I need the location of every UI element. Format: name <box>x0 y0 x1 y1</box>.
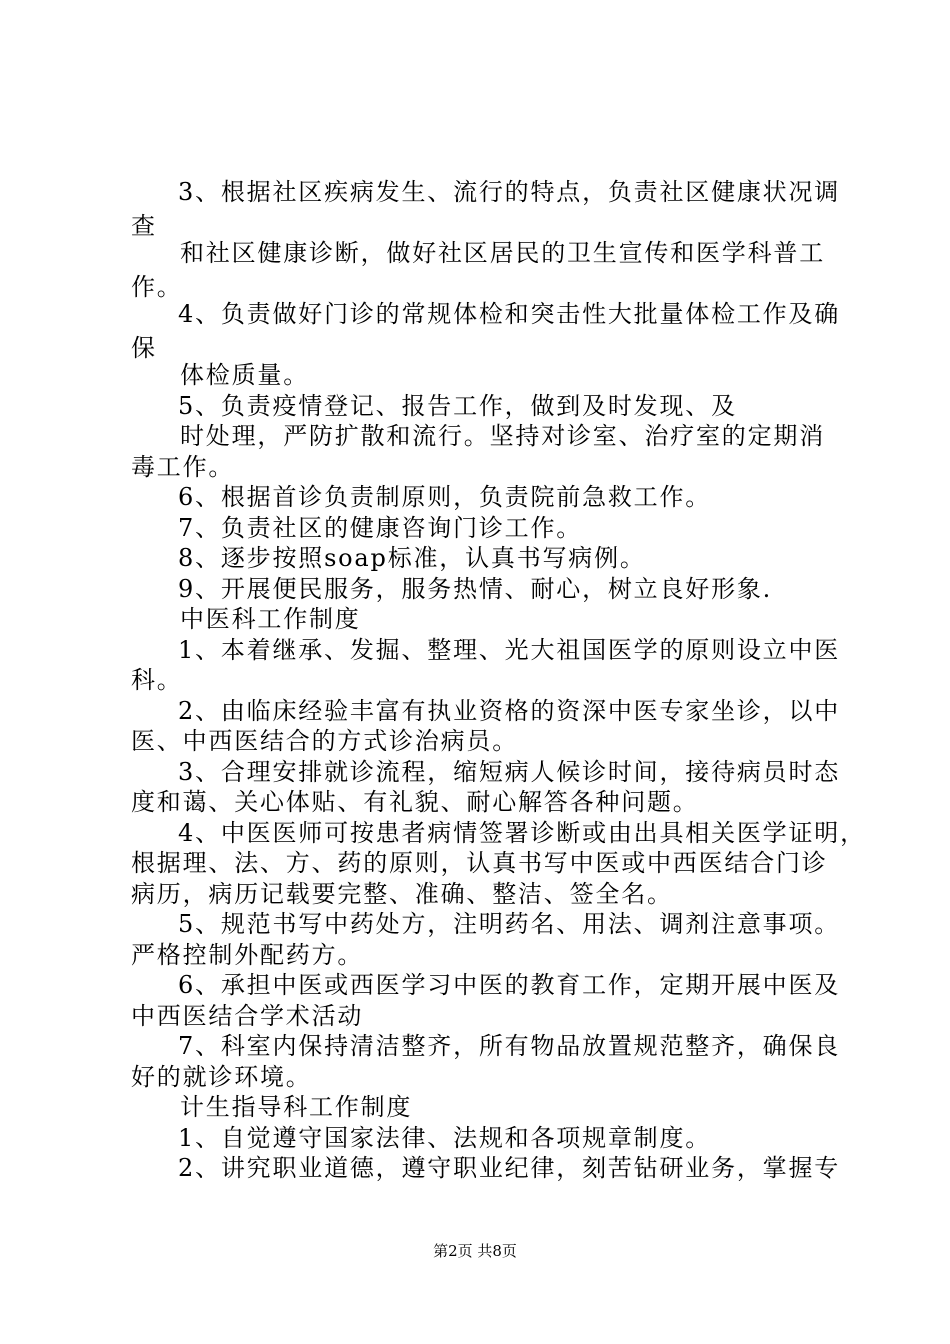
text-line: 4、中医医师可按患者病情签署诊断或由出具相关医学证明， <box>178 819 866 847</box>
text-line: 时处理，严防扩散和流行。坚持对诊室、治疗室的定期消 <box>180 422 825 450</box>
text-line: 3、根据社区疾病发生、流行的特点，负责社区健康状况调 <box>178 178 841 206</box>
text-line: 保 <box>131 334 157 362</box>
text-line: 7、负责社区的健康咨询门诊工作。 <box>178 514 583 542</box>
text-line: 5、规范书写中药处方，注明药名、用法、调剂注意事项。 <box>178 910 841 938</box>
text-line: 5、负责疫情登记、报告工作，做到及时发现、及 <box>178 392 737 420</box>
text-line: 1、自觉遵守国家法律、法规和各项规章制度。 <box>178 1124 712 1152</box>
text-line: 3、合理安排就诊流程，缩短病人候诊时间，接待病员时态 <box>178 758 841 786</box>
page-number: 第2页 共8页 <box>433 1242 517 1260</box>
text-line: 作。 <box>131 273 183 301</box>
text-line: 医、中西医结合的方式诊治病员。 <box>131 727 518 755</box>
text-line: 根据理、法、方、药的原则，认真书写中医或中西医结合门诊 <box>131 849 828 877</box>
text-line: 8、逐步按照soap标准，认真书写病例。 <box>178 544 646 572</box>
text-line: 查 <box>131 212 157 240</box>
text-line: 科。 <box>131 666 183 694</box>
text-line: 9、开展便民服务，服务热情、耐心，树立良好形象. <box>178 575 773 603</box>
text-line: 毒工作。 <box>131 453 235 481</box>
text-line: 病历，病历记载要完整、准确、整洁、签全名。 <box>131 880 673 908</box>
text-line: 1、本着继承、发掘、整理、光大祖国医学的原则设立中医 <box>178 636 841 664</box>
text-line: 度和蔼、关心体贴、有礼貌、耐心解答各种问题。 <box>131 788 699 816</box>
text-line: 和社区健康诊断，做好社区居民的卫生宣传和医学科普工 <box>180 239 825 267</box>
text-line: 2、由临床经验丰富有执业资格的资深中医专家坐诊，以中 <box>178 697 841 725</box>
section-heading: 计生指导科工作制度 <box>180 1093 413 1121</box>
text-line: 严格控制外配药方。 <box>131 941 364 969</box>
text-line: 体检质量。 <box>180 361 309 389</box>
text-line: 7、科室内保持清洁整齐，所有物品放置规范整齐，确保良 <box>178 1032 841 1060</box>
text-line: 4、负责做好门诊的常规体检和突击性大批量体检工作及确 <box>178 300 841 328</box>
section-heading: 中医科工作制度 <box>180 605 361 633</box>
text-line: 6、根据首诊负责制原则，负责院前急救工作。 <box>178 483 712 511</box>
text-line: 2、讲究职业道德，遵守职业纪律，刻苦钻研业务，掌握专 <box>178 1154 841 1182</box>
text-line: 好的就诊环境。 <box>131 1063 312 1091</box>
text-line: 中西医结合学术活动 <box>131 1002 364 1030</box>
text-line: 6、承担中医或西医学习中医的教育工作，定期开展中医及 <box>178 971 841 999</box>
